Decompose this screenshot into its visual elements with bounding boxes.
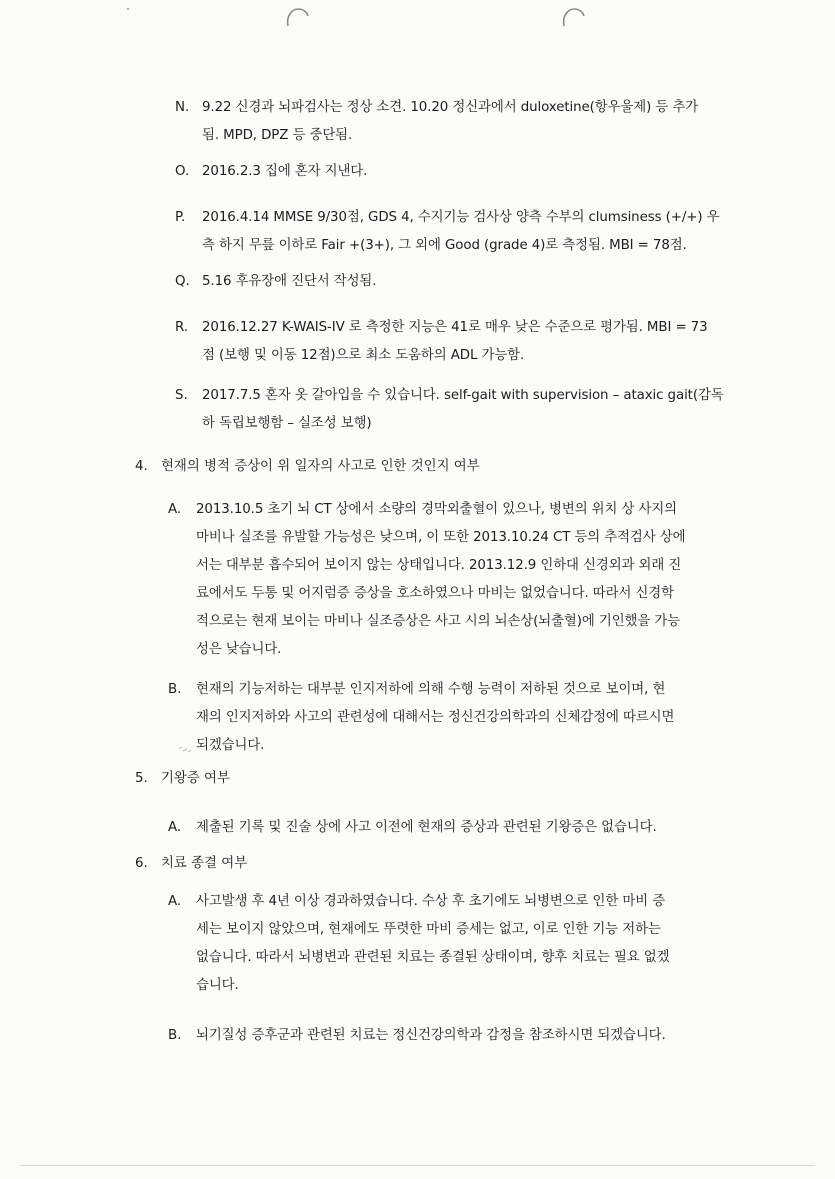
item-text-line: 성은 낮습니다.	[196, 642, 282, 657]
item-text-line: 2016.12.27 K-WAIS-IV 로 측정한 지능은 41로 매우 낮은 수준으로 평가됨. MBI = 73	[202, 320, 708, 335]
section-title: 치료 종결 여부	[161, 856, 248, 871]
list-item	[175, 158, 775, 186]
item-text-line: 없습니다. 따라서 뇌병변과 관련된 치료는 종결된 상태이며, 향후 치료는 필요 없겠	[196, 950, 670, 965]
list-item	[175, 268, 775, 296]
list-item	[175, 94, 775, 150]
section-heading	[135, 455, 775, 479]
list-item	[168, 496, 768, 664]
section-heading	[135, 852, 775, 876]
item-text-line: 재의 인지저하와 사고의 관련성에 대해서는 정신건강의학과의 신체감정에 따르시면	[196, 710, 675, 725]
item-marker: S.	[175, 388, 188, 403]
section-number: 4.	[135, 459, 148, 474]
punch-hole-mark	[560, 6, 586, 28]
list-item	[175, 382, 775, 438]
item-marker: N.	[175, 100, 190, 115]
item-marker: A.	[168, 820, 182, 835]
punch-hole-mark	[284, 6, 310, 28]
item-text-line: 습니다.	[196, 978, 239, 993]
item-marker: R.	[175, 320, 189, 335]
item-text-line: 현재의 기능저하는 대부분 인지저하에 의해 수행 능력이 저하된 것으로 보이며, 현	[196, 682, 666, 697]
section-title: 기왕증 여부	[161, 771, 230, 786]
item-marker: B.	[168, 1028, 182, 1043]
list-item	[175, 314, 775, 370]
section-number: 5.	[135, 771, 148, 786]
section-title: 현재의 병적 증상이 위 일자의 사고로 인한 것인지 여부	[161, 459, 480, 474]
item-text-line: 됨. MPD, DPZ 등 중단됨.	[202, 128, 353, 143]
item-text-line: 2016.2.3 집에 혼자 지낸다.	[202, 164, 368, 179]
page-bottom-edge	[20, 1165, 815, 1166]
item-text-line: 점 (보행 및 이동 12점)으로 최소 도움하의 ADL 가능함.	[202, 348, 525, 363]
item-text-line: 5.16 후유장애 진단서 작성됨.	[202, 274, 377, 289]
item-marker: P.	[175, 210, 186, 225]
item-text-line: 하 독립보행함 – 실조성 보행)	[202, 416, 372, 431]
item-text-line: 적으로는 현재 보이는 마비나 실조증상은 사고 시의 뇌손상(뇌출혈)에 기인했을 가능	[196, 614, 681, 629]
item-text-line: 제출된 기록 및 진술 상에 사고 이전에 현재의 증상과 관련된 기왕증은 없습니다.	[196, 820, 657, 835]
item-text-line: 세는 보이지 않았으며, 현재에도 뚜렷한 마비 증세는 없고, 이로 인한 기능 저하는	[196, 922, 661, 937]
item-text-line: 9.22 신경과 뇌파검사는 정상 소견. 10.20 정신과에서 duloxetine(항우울제) 등 추가	[202, 100, 699, 115]
item-marker: A.	[168, 502, 182, 517]
list-item	[168, 676, 768, 760]
list-item	[168, 814, 768, 842]
item-text-line: 뇌기질성 증후군과 관련된 치료는 정신건강의학과 감정을 참조하시면 되겠습니다.	[196, 1028, 666, 1043]
item-marker: Q.	[175, 274, 190, 289]
item-text-line: 마비나 실조를 유발할 가능성은 낮으며, 이 또한 2013.10.24 CT 등의 추적검사 상에	[196, 530, 686, 545]
item-marker: O.	[175, 164, 190, 179]
item-text-line: 측 하지 무릎 이하로 Fair +(3+), 그 외에 Good (grade 4)로 측정됨. MBI = 78점.	[202, 238, 687, 253]
item-text-line: 료에서도 두통 및 어지럼증 증상을 호소하였으나 마비는 없었습니다. 따라서 신경학	[196, 586, 674, 601]
list-item	[168, 1022, 768, 1050]
item-text-line: 서는 대부분 흡수되어 보이지 않는 상태입니다. 2013.12.9 인하대 신경외과 외래 진	[196, 558, 682, 573]
item-text-line: 2013.10.5 초기 뇌 CT 상에서 소량의 경막외출혈이 있으나, 병변의 위치 상 사지의	[196, 502, 678, 517]
item-marker: A.	[168, 894, 182, 909]
list-item	[168, 888, 768, 1000]
scan-speck	[127, 8, 129, 10]
item-text-line: 2017.7.5 혼자 옷 갈아입을 수 있습니다. self-gait with supervision – ataxic gait(감독	[202, 388, 724, 403]
item-text-line: 사고발생 후 4년 이상 경과하였습니다. 수상 후 초기에도 뇌병변으로 인한 마비 증	[196, 894, 666, 909]
item-text-line: 2016.4.14 MMSE 9/30점, GDS 4, 수지기능 검사상 양측 수부의 clumsiness (+/+) 우	[202, 210, 720, 225]
section-number: 6.	[135, 856, 148, 871]
list-item	[175, 204, 775, 260]
item-text-line: 되겠습니다.	[196, 738, 265, 753]
section-heading	[135, 767, 775, 791]
item-marker: B.	[168, 682, 182, 697]
